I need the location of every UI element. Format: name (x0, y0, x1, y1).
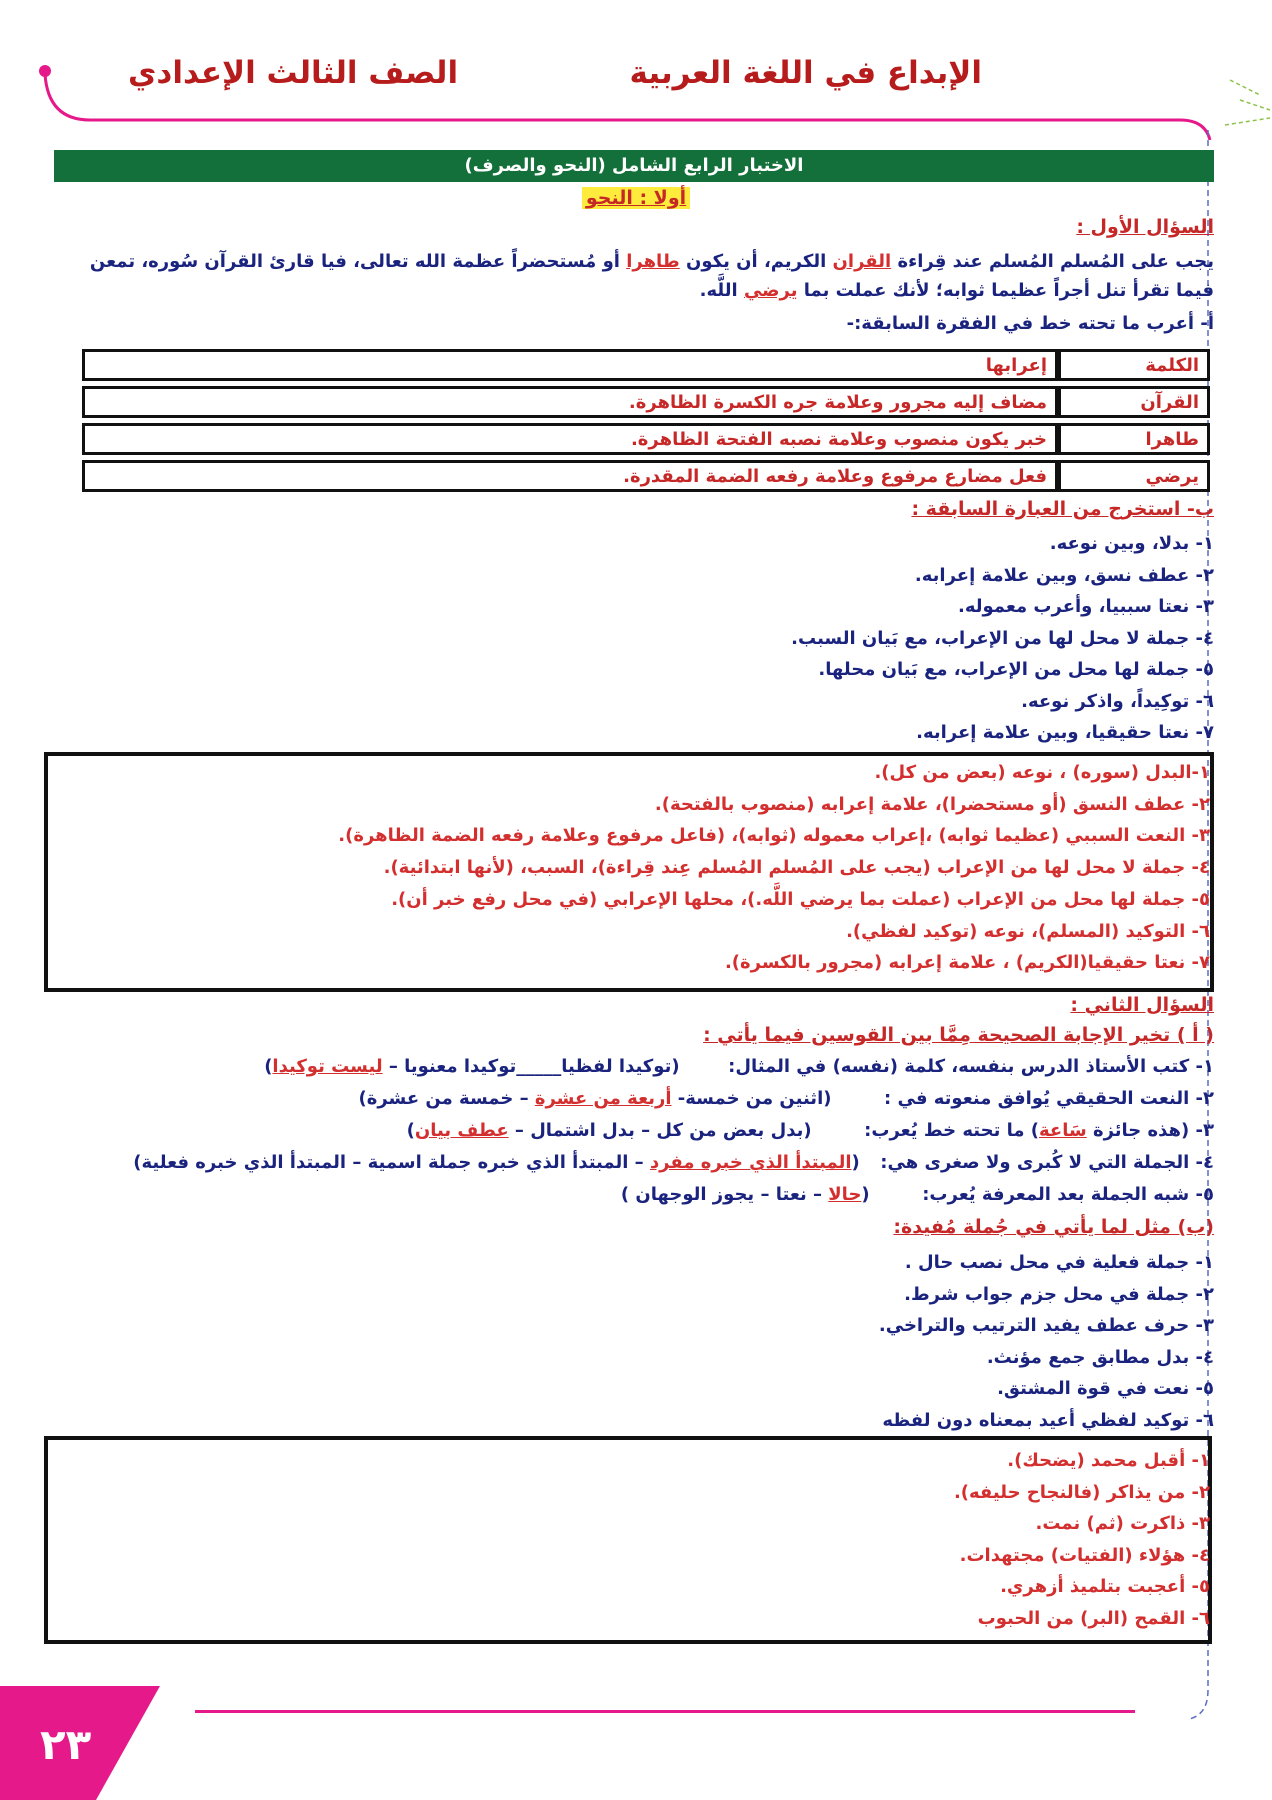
q1-a-prompt: أ- أعرب ما تحته خط في الفقرة السابقة:- (846, 313, 1214, 334)
table-header-row (82, 349, 1210, 381)
table-cell-irab: مضاف إليه مجرور وعلامة جره الكسرة الظاهرة. (82, 386, 1058, 418)
answer-item: ٢- من يذاكر (فالنجاح حليفه). (953, 1481, 1210, 1503)
q1-paragraph-line-1: يجب على المُسلم المُسلم عند قِراءة القران الكريم، أن يكون طاهرا أو مُستحضراً عظمة الله تعالى، فيا قارئ القرآن سُوره، تمعن (89, 251, 1214, 272)
list-item: ٢- جملة في محل جزم جواب شرط. (904, 1283, 1214, 1305)
q2-a-item-3: ٣- (هذه جائزة سَاعة) ما تحته خط يُعرب: (بدل بعض من كل – بدل اشتمال – عطف بيان) (406, 1120, 1214, 1141)
table-cell-word: يرضي (1058, 460, 1210, 492)
answer-item: ٢- عطف النسق (أو مستحضرا)، علامة إعرابه (منصوب بالفتحة). (654, 793, 1210, 815)
table-header-word: الكلمة (1058, 349, 1210, 381)
answer-item: ١- أقبل محمد (يضحك). (1007, 1450, 1210, 1471)
answer-item: ٣- النعت السببي (عظيما ثوابه) ،إعراب معموله (ثوابه)، (فاعل مرفوع وعلامة رفعه الضمة الظاهرة). (338, 825, 1210, 847)
list-item: ٤- بدل مطابق جمع مؤنث. (986, 1346, 1214, 1368)
list-item: ٥- نعت في قوة المشتق. (997, 1378, 1214, 1399)
q2-answer-list (954, 1445, 1210, 1634)
answer-item: ٧- نعتا حقيقيا(الكريم) ، علامة إعرابه (مجرور بالكسرة). (724, 952, 1210, 974)
q2-a-item-4: ٤- الجملة التي لا كُبرى ولا صغرى هي: (المبتدأ الذي خبره مفرد – المبتدأ الذي خبره جملة اسمية – المبتدأ الذي خبره فعلية) (133, 1152, 1214, 1173)
list-item: ٥- جملة لها محل من الإعراب، مع بَيان محلها. (818, 659, 1214, 680)
answer-item: ٥- أعجبت بتلميذ أزهري. (1000, 1576, 1210, 1597)
q2-a-item-1: ١- كتب الأستاذ الدرس بنفسه، كلمة (نفسه) في المثال: (توكيدا لفظيا_____توكيدا معنويا – ليست توكيدا) (264, 1056, 1214, 1077)
list-item: ٣- حرف عطف يفيد الترتيب والتراخي. (878, 1315, 1214, 1336)
irab-table (82, 344, 1210, 497)
footer-line (195, 1710, 1135, 1713)
q1-b-prompt: ب- استخرج من العبارة السابقة : (911, 498, 1214, 520)
q2-a-item-5: ٥- شبه الجملة بعد المعرفة يُعرب: (حالا – نعتا – يجوز الوجهان ) (620, 1184, 1214, 1205)
table-row (82, 386, 1210, 418)
table-header-irab: إعرابها (82, 349, 1058, 381)
list-item: ٣- نعتا سببيا، وأعرب معموله. (957, 596, 1214, 617)
list-item: ١- جملة فعلية في محل نصب حال . (904, 1252, 1214, 1273)
answer-item: ٦- التوكيد (المسلم)، نوعه (توكيد لفظي). (846, 920, 1210, 942)
answer-item: ٤- هؤلاء (الفتيات) مجتهدات. (959, 1544, 1210, 1566)
answer-item: ٥- جملة لها محل من الإعراب (عملت بما يرضي اللَّه.)، محلها الإعرابي (في محل رفع خبر أن). (391, 888, 1210, 910)
list-item: ٧- نعتا حقيقيا، وبين علامة إعرابه. (916, 722, 1214, 743)
q2-a-prompt: ( أ ) تخير الإجابة الصحيحة مِمَّا بين القوسين فيما يأتي : (703, 1024, 1214, 1046)
q1-title: السؤال الأول : (1076, 216, 1214, 238)
q2-b-list (879, 1247, 1214, 1436)
answer-item: ٣- ذاكرت (ثم) نمت. (1035, 1513, 1210, 1534)
list-item: ٦- توكيد لفظي أعيد بمعناه دون لفظه (882, 1409, 1214, 1431)
answer-item: ٤- جملة لا محل لها من الإعراب (يجب على المُسلم المُسلم عِند قِراءة)، السبب، (لأنها ابتدائية). (383, 857, 1210, 879)
q2-b-prompt: (ب) مثل لما يأتي في جُملة مُفيدة: (893, 1216, 1214, 1238)
part-one-heading: أولا : النحو (0, 187, 1272, 209)
table-cell-irab: خبر يكون منصوب وعلامة نصبه الفتحة الظاهرة. (82, 423, 1058, 455)
table-cell-word: القرآن (1058, 386, 1210, 418)
table-cell-word: طاهرا (1058, 423, 1210, 455)
corner-leaf (1225, 80, 1270, 125)
q1-paragraph-line-2: فيما تقرأ تنل أجراً عظيما ثوابه؛ لأنك عملت بما يرضي اللَّه. (699, 280, 1214, 301)
q2-title: السؤال الثاني : (1070, 994, 1214, 1016)
list-item: ١- بدلا، وبين نوعه. (1049, 533, 1214, 554)
table-cell-irab: فعل مضارع مرفوع وعلامة رفعه الضمة المقدرة. (82, 460, 1058, 492)
table-row (82, 423, 1210, 455)
grade-title: الصف الثالث الإعدادي (128, 55, 459, 91)
answer-item: ٦- القمح (البر) من الحبوب (977, 1607, 1210, 1629)
page-number: ٢٣ (40, 1720, 92, 1769)
book-title: الإبداع في اللغة العربية (629, 55, 982, 91)
answer-item: ١-البدل (سوره) ، نوعه (بعض من كل). (874, 762, 1210, 783)
list-item: ٦- توكِيداً، واذكر نوعه. (1021, 690, 1214, 712)
q2-a-item-2: ٢- النعت الحقيقي يُوافق منعوته في : (اثنين من خمسة- أربعة من عشرة – خمسة من عشرة) (358, 1088, 1214, 1109)
q1-paragraph (54, 247, 1214, 305)
q1-b-list (791, 528, 1214, 749)
list-item: ٢- عطف نسق، وبين علامة إعرابه. (914, 564, 1214, 586)
q1-answer-list (338, 757, 1210, 979)
section-title: الاختبار الرابع الشامل (النحو والصرف) (54, 150, 1214, 182)
list-item: ٤- جملة لا محل لها من الإعراب، مع بَيان السبب. (791, 627, 1214, 649)
table-row (82, 460, 1210, 492)
